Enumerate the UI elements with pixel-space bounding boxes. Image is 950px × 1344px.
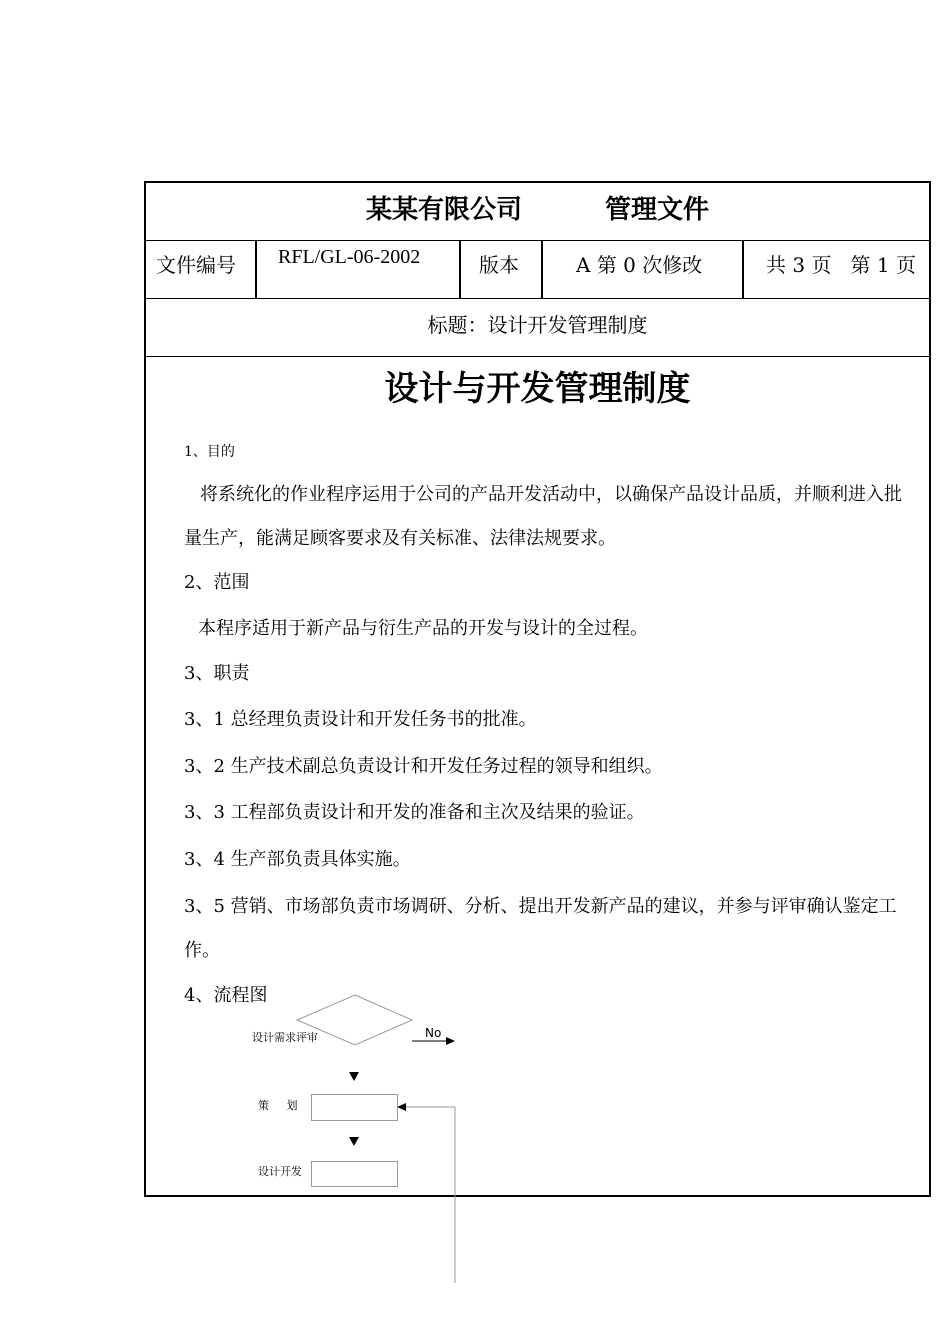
section-1-text: 将系统化的作业程序运用于公司的产品开发活动中，以确保产品设计品质，并顺利进入批量生产，能满足顾客要求及有关标准、法律法规要求。	[184, 484, 902, 549]
section-3-3: 3、3 工程部负责设计和开发的准备和主次及结果的验证。	[184, 802, 645, 823]
doc-no-label: 文件编号	[156, 253, 236, 277]
company-name: 某某有限公司	[365, 195, 522, 225]
subject-title: 标题：设计开发管理制度	[427, 313, 648, 337]
section-3-2: 3、2 生产技术副总负责设计和开发任务过程的领导和组织。	[184, 756, 663, 777]
flow-node-review: 设计需求评审	[252, 1031, 318, 1044]
section-4-title: 4、流程图	[184, 985, 268, 1006]
version-value: A 第 0 次修改	[576, 253, 703, 277]
section-2-text: 本程序适用于新产品与衍生产品的开发与设计的全过程。	[198, 618, 648, 639]
document-heading: 设计与开发管理制度	[384, 369, 691, 409]
section-3-4: 3、4 生产部负责具体实施。	[184, 849, 411, 870]
down-arrow-1	[349, 1072, 359, 1081]
section-1-title-text: 1、目的	[184, 444, 235, 460]
no-arrow-head	[446, 1037, 455, 1045]
page-count: 共 3 页 第 1 页	[766, 253, 916, 277]
flow-box-develop	[311, 1161, 398, 1187]
section-3-1: 3、1 总经理负责设计和开发任务书的批准。	[184, 709, 537, 730]
flow-box-planning	[311, 1094, 398, 1121]
section-2-title: 2、范围	[184, 572, 250, 593]
feedback-arrow-head	[397, 1103, 406, 1111]
section-3-title: 3、职责	[184, 663, 250, 684]
doc-type: 管理文件	[605, 195, 710, 225]
version-label: 版本	[479, 253, 519, 277]
flow-node-develop-label: 设计开发	[258, 1165, 302, 1178]
doc-no-value: RFL/GL-06-2002	[278, 246, 421, 268]
flow-no-label: No	[425, 1026, 442, 1040]
section-3-5: 3、5 营销、市场部负责市场调研、分析、提出开发新产品的建议，并参与评审确认鉴定工作。	[184, 896, 897, 961]
flow-node-planning-label: 策 划	[258, 1099, 298, 1112]
down-arrow-2	[349, 1137, 359, 1146]
